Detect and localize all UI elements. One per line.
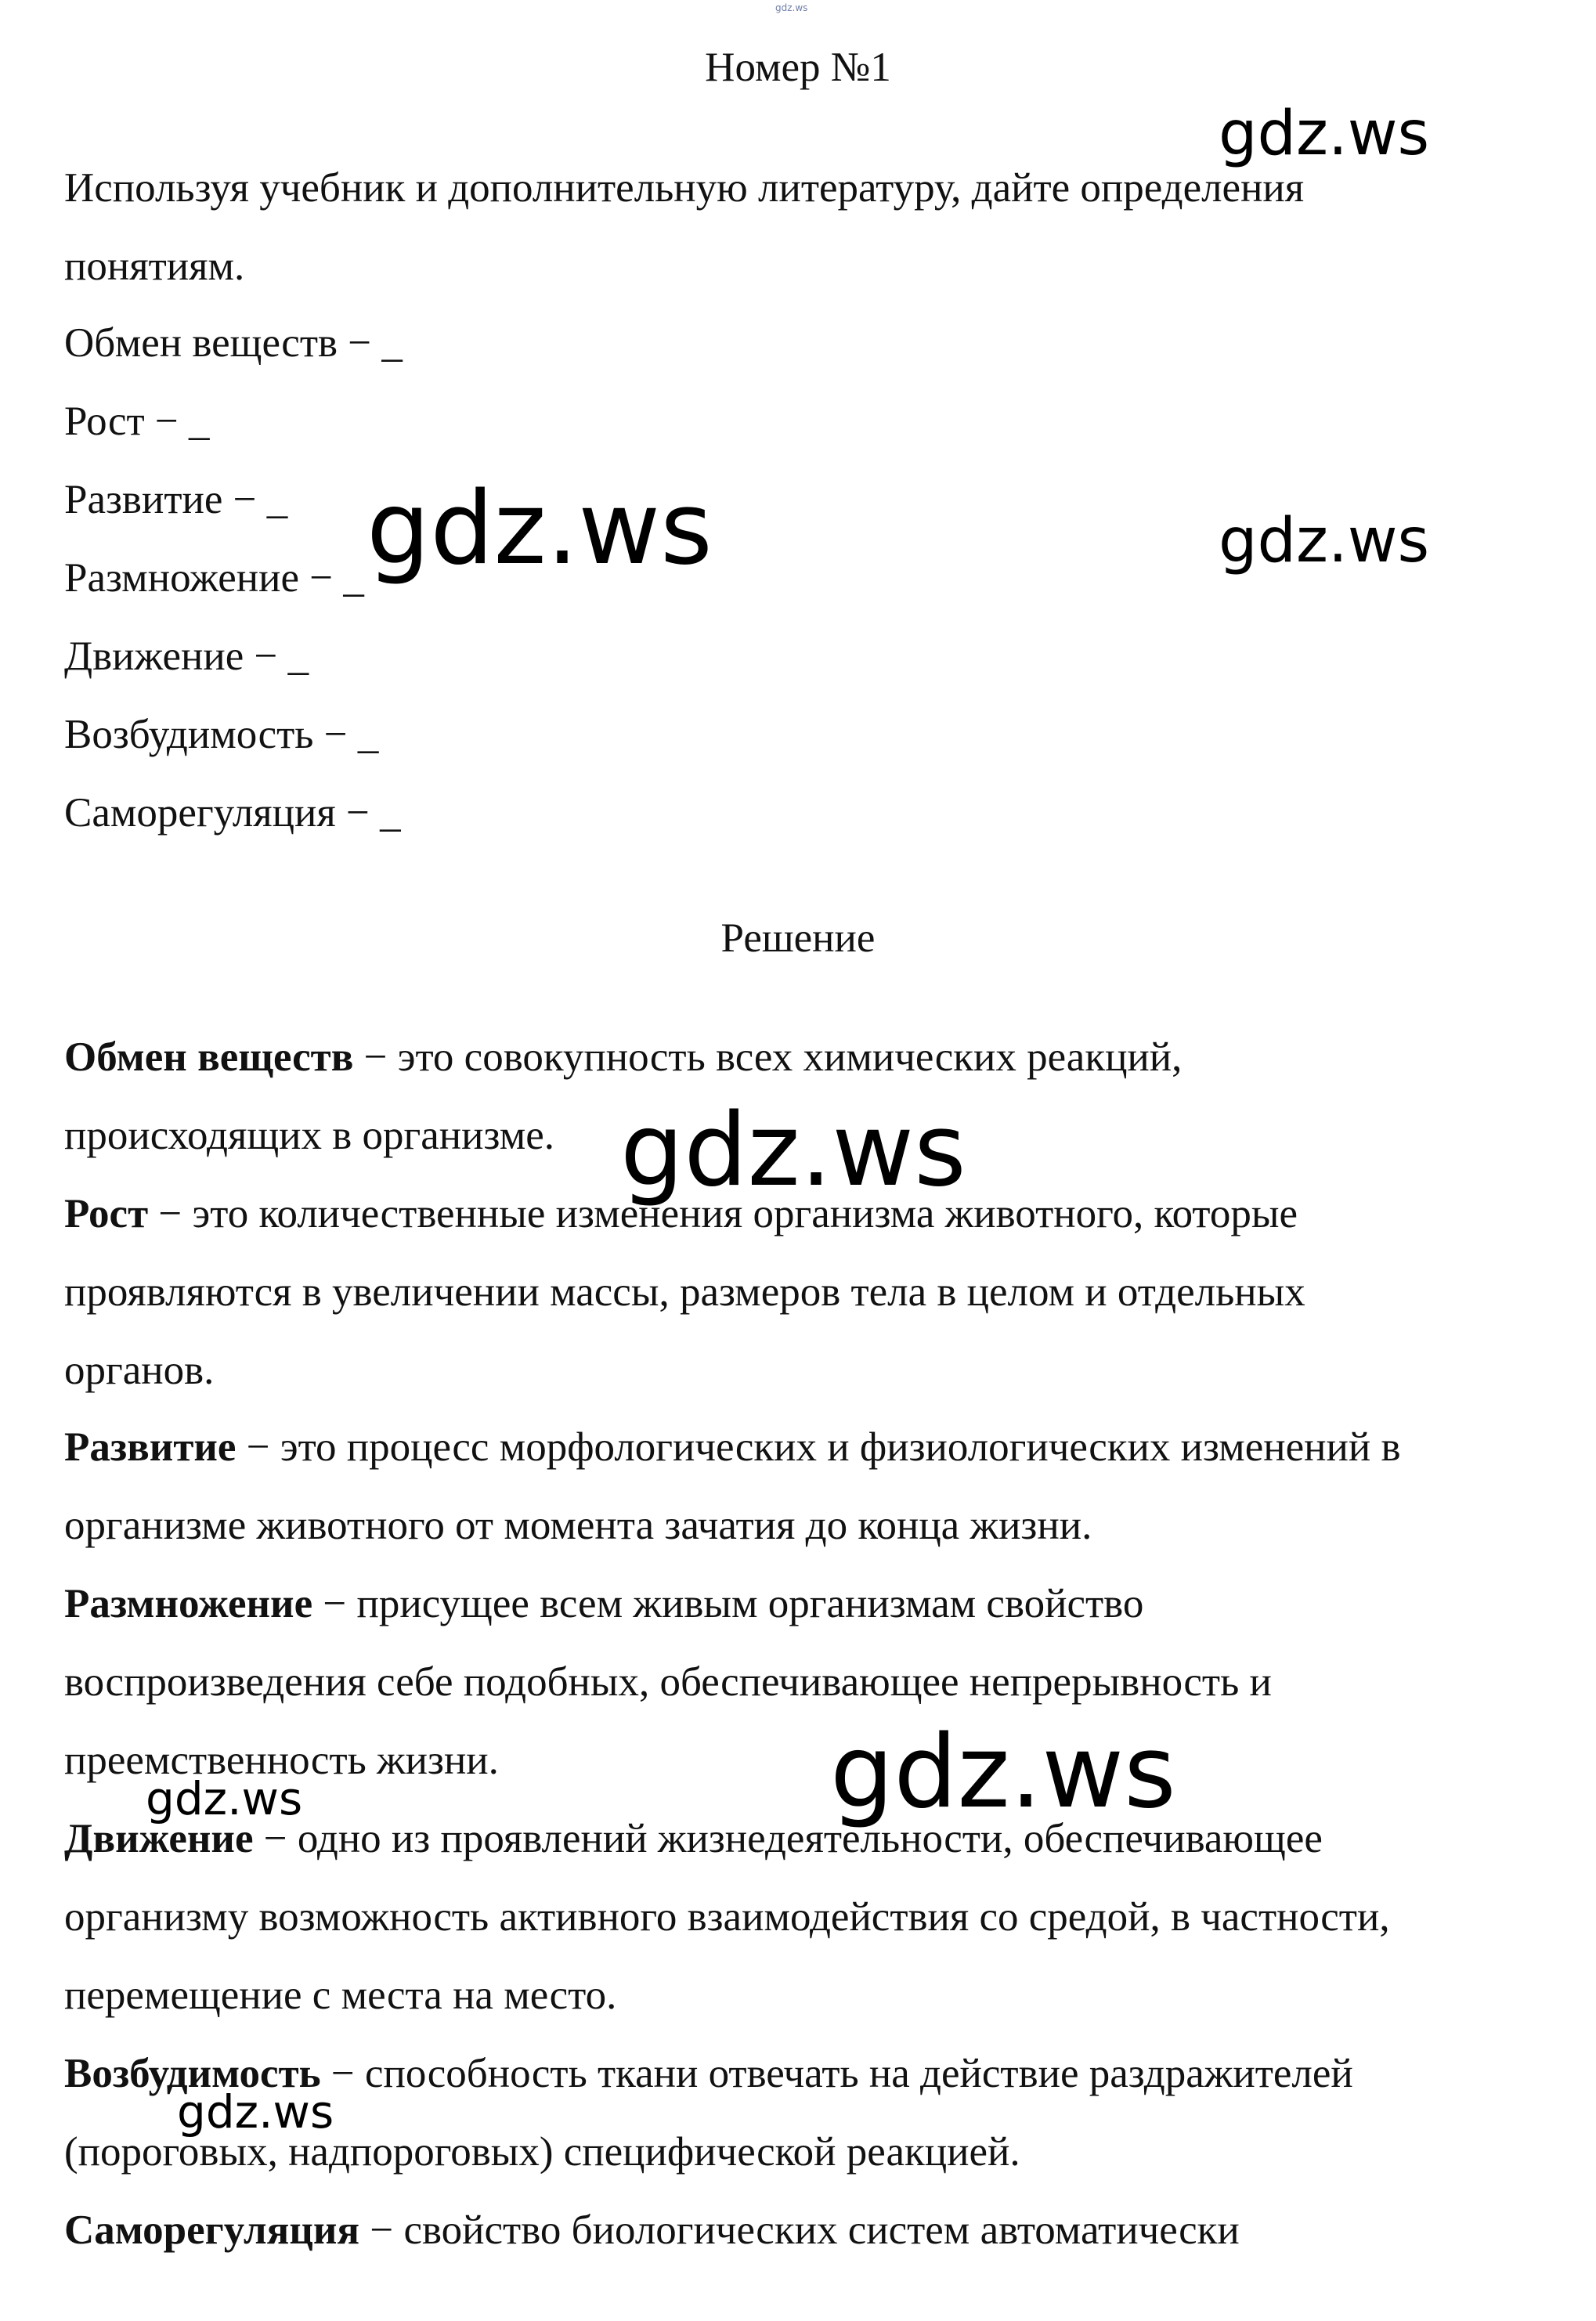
task-item: Саморегуляция − _	[64, 790, 401, 836]
task-item: Возбудимость − _	[64, 712, 379, 757]
definition-line: воспроизведения себе подобных, обеспечивающее непрерывность и	[64, 1659, 1272, 1705]
definition-text: − это процесс морфологических и физиологических изменений в	[236, 1424, 1401, 1470]
definition-line	[64, 1580, 1143, 1627]
definition-text: − свойство биологических систем автоматически	[359, 2207, 1240, 2253]
definition-term: Развитие	[64, 1424, 237, 1470]
definition-term: Движение	[64, 1816, 254, 1861]
definition-line: организму возможность активного взаимодействия со средой, в частности,	[64, 1894, 1390, 1940]
definition-text: − это количественные изменения организма животного, которые	[148, 1191, 1298, 1236]
definition-text: − одно из проявлений жизнедеятельности, обеспечивающее	[253, 1816, 1323, 1861]
task-intro-line-1: Используя учебник и дополнительную литературу, дайте определения	[64, 165, 1305, 211]
definition-text: − способность ткани отвечать на действие раздражителей	[320, 2051, 1353, 2096]
definition-term: Размножение	[64, 1581, 313, 1626]
definition-text: − присущее всем живым организмам свойство	[312, 1581, 1144, 1626]
definition-term: Рост	[64, 1191, 149, 1236]
task-item: Развитие − _	[64, 477, 288, 522]
watermark: gdz.ws	[367, 471, 713, 587]
definition-line: происходящих в организме.	[64, 1113, 555, 1158]
definition-text: − это совокупность всех химических реакций,	[353, 1034, 1183, 1080]
definition-term: Возбудимость	[64, 2051, 321, 2096]
definition-line	[64, 2207, 1240, 2254]
definition-line: преемственность жизни.	[64, 1738, 499, 1783]
task-item: Движение − _	[64, 633, 309, 679]
definition-line	[64, 1424, 1401, 1471]
watermark: gdz.ws	[1219, 99, 1430, 169]
page-title: Номер №1	[705, 45, 891, 90]
solution-heading: Решение	[720, 915, 876, 961]
task-item: Размножение − _	[64, 555, 364, 601]
watermark: gdz.ws	[830, 1714, 1176, 1831]
definition-line: проявляются в увеличении массы, размеров тела в целом и отдельных	[64, 1269, 1305, 1315]
watermark: gdz.ws	[1219, 506, 1430, 576]
definition-term: Обмен веществ	[64, 1034, 354, 1080]
watermark: gdz.ws	[146, 1772, 303, 1825]
task-item: Обмен веществ − _	[64, 320, 403, 366]
definition-line	[64, 1034, 1182, 1081]
definition-line: (пороговых, надпороговых) специфической реакцией.	[64, 2129, 1020, 2175]
watermark: gdz.ws	[620, 1092, 966, 1209]
definition-line: организме животного от момента зачатия до конца жизни.	[64, 1503, 1092, 1548]
definition-term: Саморегуляция	[64, 2207, 360, 2253]
task-intro-line-2: понятиям.	[64, 244, 245, 289]
task-item: Рост − _	[64, 399, 210, 444]
definition-line: перемещение с места на место.	[64, 1973, 617, 2018]
watermark: gdz.ws	[177, 2085, 334, 2139]
definition-line: органов.	[64, 1348, 215, 1393]
tiny-watermark: gdz.ws	[775, 2, 808, 13]
